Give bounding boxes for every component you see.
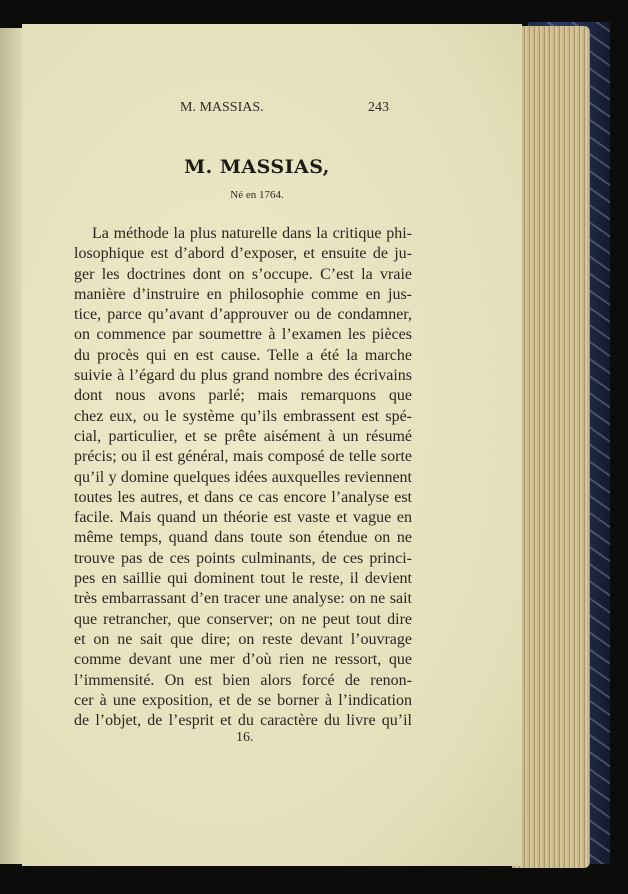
text-line: facile. Mais quand un théorie est vaste et vague en: [74, 509, 412, 527]
text-line: tice, parce qu’avant d’approuver ou de condamner,: [74, 306, 412, 324]
text-line: de l’objet, de l’esprit et du caractère du livre qu’il: [74, 712, 412, 730]
facing-page-edge: [0, 28, 22, 864]
text-line: dont nous avons parlé; mais remarquons que: [74, 387, 412, 405]
text-line: comme devant une mer d’où rien ne ressort, que: [74, 651, 412, 669]
text-line: ger les doctrines dont on s’occupe. C’est la vraie: [74, 265, 412, 283]
text-line: chez eux, ou le système qu’ils embrassent est spé-: [74, 407, 412, 425]
text-line: l’immensité. On est bien alors forcé de renon-: [74, 671, 412, 689]
text-line: très embarrassant d’en tracer une analyse: on ne sait: [74, 590, 412, 608]
running-title: M. MASSIAS.: [180, 100, 264, 115]
text-line: suivie à l’égard du plus grand nombre des écrivains: [74, 367, 412, 385]
text-line: et on ne sait que dire; on reste devant l’ouvrage: [74, 630, 412, 648]
page-edges: [512, 26, 590, 868]
text-line: manière d’instruire en philosophie comme en jus-: [74, 285, 412, 303]
text-line: toutes les autres, et dans ce cas encore l’analyse est: [74, 488, 412, 506]
chapter-title: M. MASSIAS,: [184, 156, 330, 178]
text-line: losophique est d’abord d’exposer, et ensuite de ju-: [74, 245, 412, 263]
text-line: on commence par soumettre à l’examen les pièces: [74, 326, 412, 344]
birth-note: Né en 1764.: [230, 189, 284, 201]
text-line: cial, particulier, et se prête aisément à un résumé: [74, 427, 412, 445]
signature-mark: 16.: [236, 730, 254, 745]
text-line: qu’il y domine quelques idées auxquelles reviennent: [74, 468, 412, 486]
text-line: précis; ou il est général, mais composé de telle sorte: [74, 448, 412, 466]
text-line: que retrancher, que conserver; on ne peut tout dire: [74, 610, 412, 628]
text-line: du procès qui en est cause. Telle a été la marche: [74, 346, 412, 364]
text-line: La méthode la plus naturelle dans la critique phi-: [92, 225, 412, 242]
text-line: pes en saillie qui dominent tout le reste, il devient: [74, 570, 412, 588]
text-line: cer à une exposition, et de se borner à l’indication: [74, 691, 412, 709]
text-line: même temps, quand dans toute son étendue on ne: [74, 529, 412, 547]
book-page: [22, 24, 522, 866]
page-number: 243: [368, 100, 389, 115]
text-line: trouve pas de ces points culminants, de ces princi-: [74, 549, 412, 567]
body-text: [74, 224, 412, 731]
